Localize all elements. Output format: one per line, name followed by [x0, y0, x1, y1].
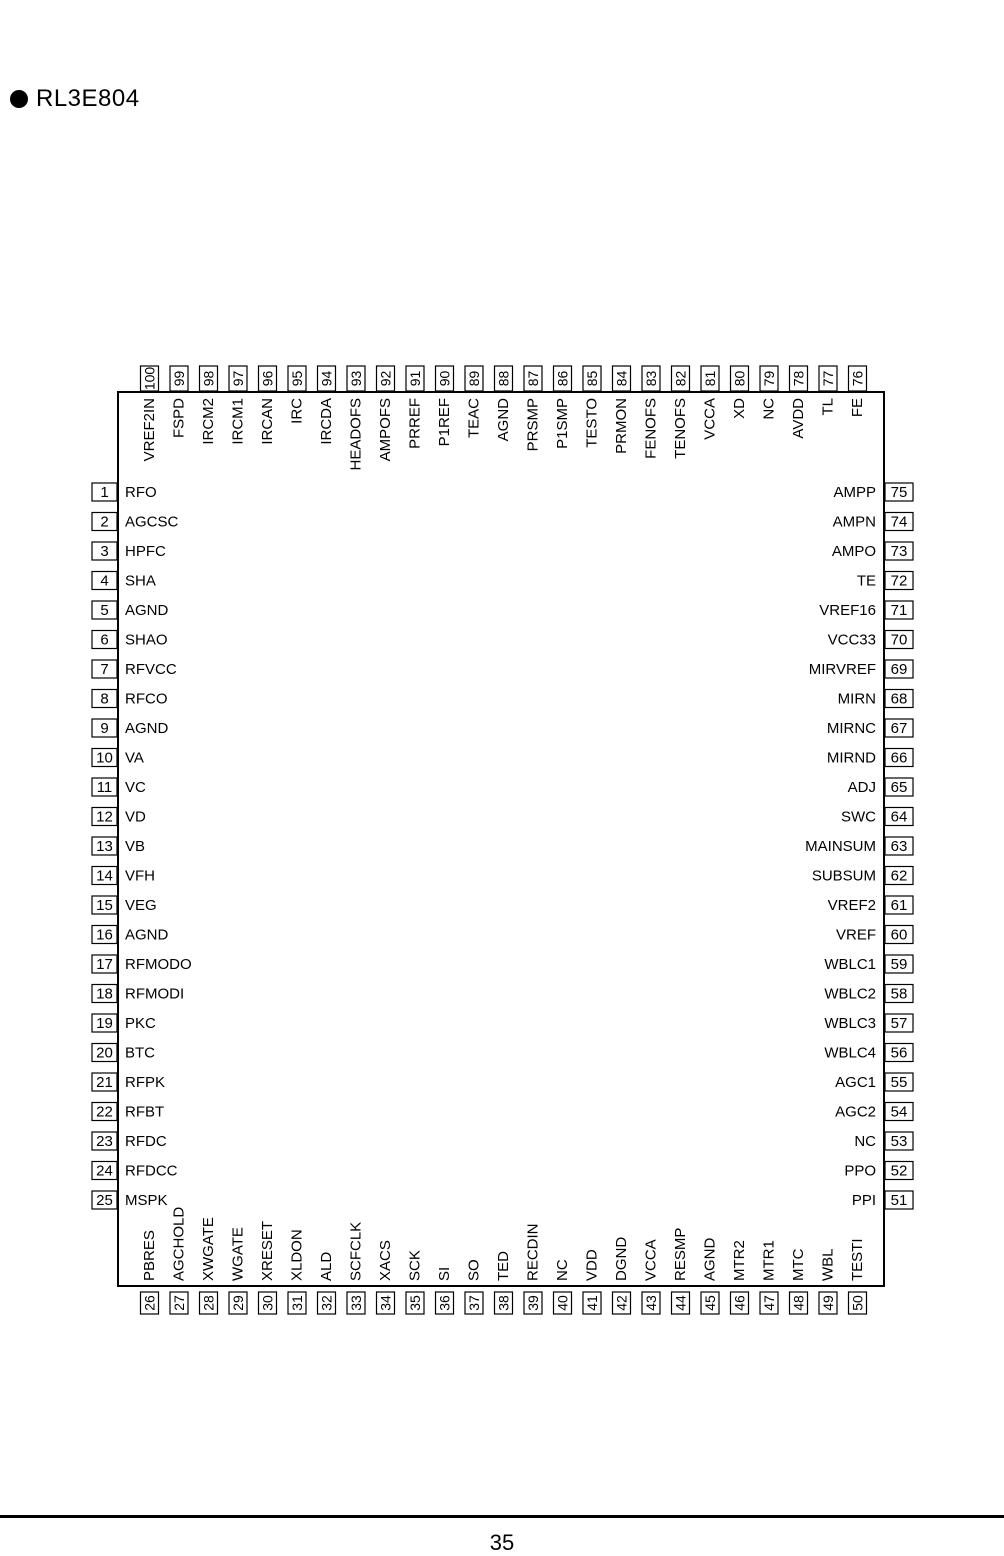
pin-number: 93 — [348, 370, 364, 387]
pin-name: TL — [819, 398, 837, 416]
pin-number: 53 — [890, 1133, 908, 1150]
pin-name: XACS — [377, 1240, 394, 1281]
pin-name: WGATE — [229, 1227, 247, 1281]
pin-number: 17 — [96, 956, 113, 973]
pin-number: 43 — [643, 1295, 659, 1311]
pin-name: NC — [760, 398, 778, 420]
pin-number: 48 — [790, 1295, 807, 1311]
pin-number: 92 — [377, 370, 394, 387]
pin-name: AGC2 — [835, 1103, 876, 1121]
pin-name: P1SMP — [554, 398, 571, 449]
pin-number: 37 — [466, 1295, 482, 1311]
pin-number: 46 — [731, 1295, 748, 1311]
pin-name: SHA — [125, 572, 156, 590]
pin-number: 51 — [890, 1192, 908, 1209]
pin-name: MTR1 — [760, 1240, 778, 1281]
pin-number: 96 — [259, 370, 276, 387]
pin-name: ADJ — [847, 779, 876, 796]
pin-name: MIRN — [837, 690, 876, 708]
pin-name: MIRNC — [826, 720, 876, 737]
pin-name: VB — [125, 838, 146, 855]
pin-name: MTC — [790, 1248, 807, 1281]
pin-name: AGND — [701, 1237, 719, 1281]
pin-name: MAINSUM — [805, 838, 876, 855]
pin-number: 14 — [96, 867, 113, 885]
pin-name: AMPOFS — [377, 398, 394, 462]
pin-number: 72 — [890, 572, 908, 590]
pin-number: 75 — [890, 484, 908, 501]
pin-number: 83 — [643, 370, 659, 387]
pin-number: 58 — [890, 985, 908, 1003]
pin-name: FSPD — [170, 398, 188, 439]
pin-number: 97 — [230, 370, 246, 387]
pin-number: 11 — [96, 779, 113, 796]
pin-name: VREF2IN — [141, 398, 158, 462]
pin-name: SCFCLK — [347, 1221, 365, 1281]
pin-name: WBLC4 — [824, 1044, 876, 1062]
pin-number: 18 — [96, 985, 113, 1003]
pin-name: FENOFS — [642, 398, 660, 459]
pin-number: 77 — [820, 370, 836, 387]
pin-number: 86 — [554, 370, 571, 387]
pin-number: 50 — [849, 1295, 866, 1311]
pin-name: RFCO — [125, 690, 168, 708]
pin-number: 87 — [525, 370, 541, 387]
pin-name: VCC33 — [827, 631, 876, 649]
pin-name: AGCHOLD — [170, 1206, 188, 1281]
pin-name: VREF2 — [827, 897, 876, 914]
pin-number: 59 — [890, 956, 908, 973]
pin-name: XLDON — [288, 1229, 306, 1281]
pin-number: 6 — [100, 631, 109, 649]
pin-name: PPO — [844, 1162, 876, 1180]
pin-number: 88 — [495, 370, 512, 387]
pin-name: IRCM1 — [229, 398, 247, 445]
pin-number: 80 — [731, 370, 748, 387]
pin-name: IRCM2 — [200, 398, 217, 445]
pin-name: MIRVREF — [808, 661, 876, 678]
pin-number: 32 — [318, 1295, 335, 1311]
pin-name: VDD — [583, 1249, 601, 1281]
pin-name: PRMON — [613, 398, 630, 454]
pin-number: 54 — [890, 1103, 908, 1121]
pin-number: 68 — [890, 690, 908, 708]
pin-name: VREF — [835, 926, 876, 944]
pin-name: BTC — [125, 1044, 155, 1062]
top-pin-row — [141, 366, 867, 471]
pin-number: 89 — [466, 370, 482, 387]
pin-number: 25 — [96, 1192, 113, 1209]
pin-number: 69 — [890, 661, 908, 678]
pin-name: AGCSC — [125, 513, 179, 531]
pin-name: AVDD — [790, 398, 807, 439]
pin-name: AGND — [495, 398, 512, 442]
pin-number: 49 — [820, 1295, 836, 1311]
pin-name: RFMODI — [125, 985, 185, 1003]
pin-number: 10 — [96, 749, 113, 767]
pin-name: PRSMP — [524, 398, 542, 452]
pin-name: SI — [436, 1266, 453, 1281]
pin-name: RFPK — [125, 1074, 166, 1091]
pin-number: 12 — [96, 808, 113, 826]
pin-number: 98 — [200, 370, 217, 387]
pin-number: 39 — [525, 1295, 541, 1311]
pin-number: 40 — [554, 1295, 571, 1311]
pin-number: 28 — [200, 1295, 217, 1311]
pin-name: RECDIN — [524, 1223, 542, 1281]
pin-name: XD — [731, 398, 748, 419]
pin-number: 5 — [100, 602, 109, 619]
pin-name: RFDC — [125, 1133, 167, 1150]
pin-number: 95 — [289, 370, 305, 387]
pin-number: 38 — [495, 1295, 512, 1311]
pin-name: RFDCC — [125, 1162, 178, 1180]
pin-number: 62 — [890, 867, 908, 885]
chip-body — [118, 392, 884, 1286]
pin-number: 21 — [96, 1074, 113, 1091]
chip-name: RL3E804 — [36, 85, 140, 112]
pin-number: 57 — [890, 1015, 908, 1032]
pin-name: IRCDA — [318, 398, 335, 445]
pin-name: MIRND — [826, 749, 876, 767]
pin-name: PPI — [851, 1192, 876, 1209]
pin-number: 100 — [141, 366, 158, 391]
pin-name: XRESET — [259, 1220, 276, 1281]
pin-name: NC — [854, 1133, 876, 1150]
pin-number: 34 — [377, 1295, 394, 1311]
pin-number: 55 — [890, 1074, 908, 1091]
pin-name: TE — [856, 572, 876, 590]
pin-name: RFO — [125, 484, 157, 501]
pin-number: 27 — [171, 1295, 187, 1311]
pin-number: 15 — [96, 897, 113, 914]
pin-name: VCCA — [642, 1239, 660, 1281]
pin-name: MTR2 — [731, 1240, 748, 1281]
pin-name: VCCA — [701, 398, 719, 440]
pin-name: PBRES — [141, 1230, 158, 1281]
pin-number: 90 — [436, 370, 453, 387]
pin-name: AGC1 — [835, 1074, 876, 1091]
pin-number: 91 — [407, 370, 423, 387]
right-pin-row — [805, 483, 913, 1209]
pin-name: TESTO — [583, 398, 601, 448]
pin-number: 76 — [849, 370, 866, 387]
pin-name: AMPO — [831, 543, 876, 560]
pin-number: 4 — [100, 572, 109, 590]
pin-number: 81 — [702, 370, 718, 387]
pin-number: 61 — [890, 897, 908, 914]
pin-name: SWC — [841, 808, 876, 826]
pin-number: 3 — [100, 543, 109, 560]
pin-number: 60 — [890, 926, 908, 944]
footer-rule — [0, 1515, 1004, 1518]
pin-name: VREF16 — [819, 602, 876, 619]
pin-name: PRREF — [406, 398, 424, 449]
pin-number: 24 — [96, 1162, 113, 1180]
pin-number: 29 — [230, 1295, 246, 1311]
pin-name: TENOFS — [672, 398, 689, 459]
pin-number: 35 — [407, 1295, 423, 1311]
pin-number: 99 — [171, 370, 187, 387]
pin-name: NC — [554, 1259, 571, 1281]
pin-number: 20 — [96, 1044, 113, 1062]
pin-name: HPFC — [125, 543, 166, 560]
pin-name: SCK — [406, 1250, 424, 1281]
pin-name: SUBSUM — [811, 867, 876, 885]
pin-number: 63 — [890, 838, 908, 855]
bottom-pin-row — [141, 1207, 867, 1314]
pin-name: VD — [125, 808, 146, 826]
pin-name: SHAO — [125, 631, 168, 649]
pin-number: 82 — [672, 370, 689, 387]
pin-number: 47 — [761, 1295, 777, 1311]
pin-number: 64 — [890, 808, 908, 826]
pin-name: SO — [465, 1259, 483, 1281]
pin-name: AGND — [125, 602, 169, 619]
pin-name: VFH — [125, 867, 155, 885]
pin-number: 44 — [672, 1295, 689, 1311]
pin-number: 2 — [100, 513, 109, 531]
pin-number: 42 — [613, 1295, 630, 1311]
pin-name: RFBT — [125, 1103, 165, 1121]
pin-number: 31 — [289, 1295, 305, 1311]
pin-number: 45 — [702, 1295, 718, 1311]
pin-name: WBLC1 — [824, 956, 876, 973]
pin-name: VEG — [125, 897, 157, 914]
pin-name: TED — [495, 1251, 512, 1281]
pin-number: 74 — [890, 513, 908, 531]
pin-number: 94 — [318, 370, 335, 387]
pin-name: RFMODO — [125, 956, 192, 973]
pin-number: 52 — [890, 1162, 908, 1180]
pin-number: 85 — [584, 370, 600, 387]
pin-name: DGND — [613, 1236, 630, 1281]
pin-number: 56 — [890, 1044, 908, 1062]
pin-name: HEADOFS — [347, 398, 365, 471]
pin-number: 71 — [890, 602, 908, 619]
pin-name: AGND — [125, 926, 169, 944]
pin-number: 73 — [890, 543, 908, 560]
pin-number: 9 — [100, 720, 109, 737]
pin-name: WBL — [819, 1248, 837, 1281]
pin-name: AMPN — [832, 513, 876, 531]
pin-name: IRC — [288, 398, 306, 424]
pin-name: WBLC3 — [824, 1015, 876, 1032]
pin-number: 7 — [100, 661, 109, 678]
left-pin-row — [92, 483, 192, 1209]
pin-number: 70 — [890, 631, 908, 649]
pin-name: FE — [849, 398, 866, 418]
pin-number: 16 — [96, 926, 113, 944]
pin-name: PKC — [125, 1015, 156, 1032]
pin-name: RESMP — [672, 1227, 689, 1281]
pin-name: VA — [125, 749, 144, 767]
pin-name: WBLC2 — [824, 985, 876, 1003]
pin-number: 30 — [259, 1295, 276, 1311]
pin-number: 1 — [100, 484, 109, 501]
pin-number: 66 — [890, 749, 908, 767]
pin-number: 22 — [96, 1103, 113, 1121]
pin-name: AMPP — [833, 484, 876, 501]
pin-number: 13 — [96, 838, 113, 855]
pin-number: 79 — [761, 370, 777, 387]
pin-number: 8 — [100, 690, 109, 708]
pin-number: 84 — [613, 370, 630, 387]
pin-name: VC — [125, 779, 146, 796]
pin-name: ALD — [318, 1251, 335, 1281]
pin-number: 67 — [890, 720, 908, 737]
pin-number: 23 — [96, 1133, 113, 1150]
pin-name: TESTI — [849, 1238, 866, 1281]
pin-number: 65 — [890, 779, 908, 796]
pin-number: 33 — [348, 1295, 364, 1311]
pin-name: IRCAN — [259, 398, 276, 445]
pin-name: RFVCC — [125, 661, 177, 678]
pin-name: AGND — [125, 720, 169, 737]
pin-name: TEAC — [465, 398, 483, 439]
pin-number: 41 — [584, 1295, 600, 1311]
pin-number: 78 — [790, 370, 807, 387]
page-number: 35 — [489, 1530, 515, 1555]
pin-number: 26 — [141, 1295, 158, 1311]
pin-number: 36 — [436, 1295, 453, 1311]
pin-number: 19 — [96, 1015, 113, 1032]
pin-name: P1REF — [436, 398, 453, 447]
pin-name: MSPK — [125, 1192, 168, 1209]
pin-name: XWGATE — [200, 1217, 217, 1281]
